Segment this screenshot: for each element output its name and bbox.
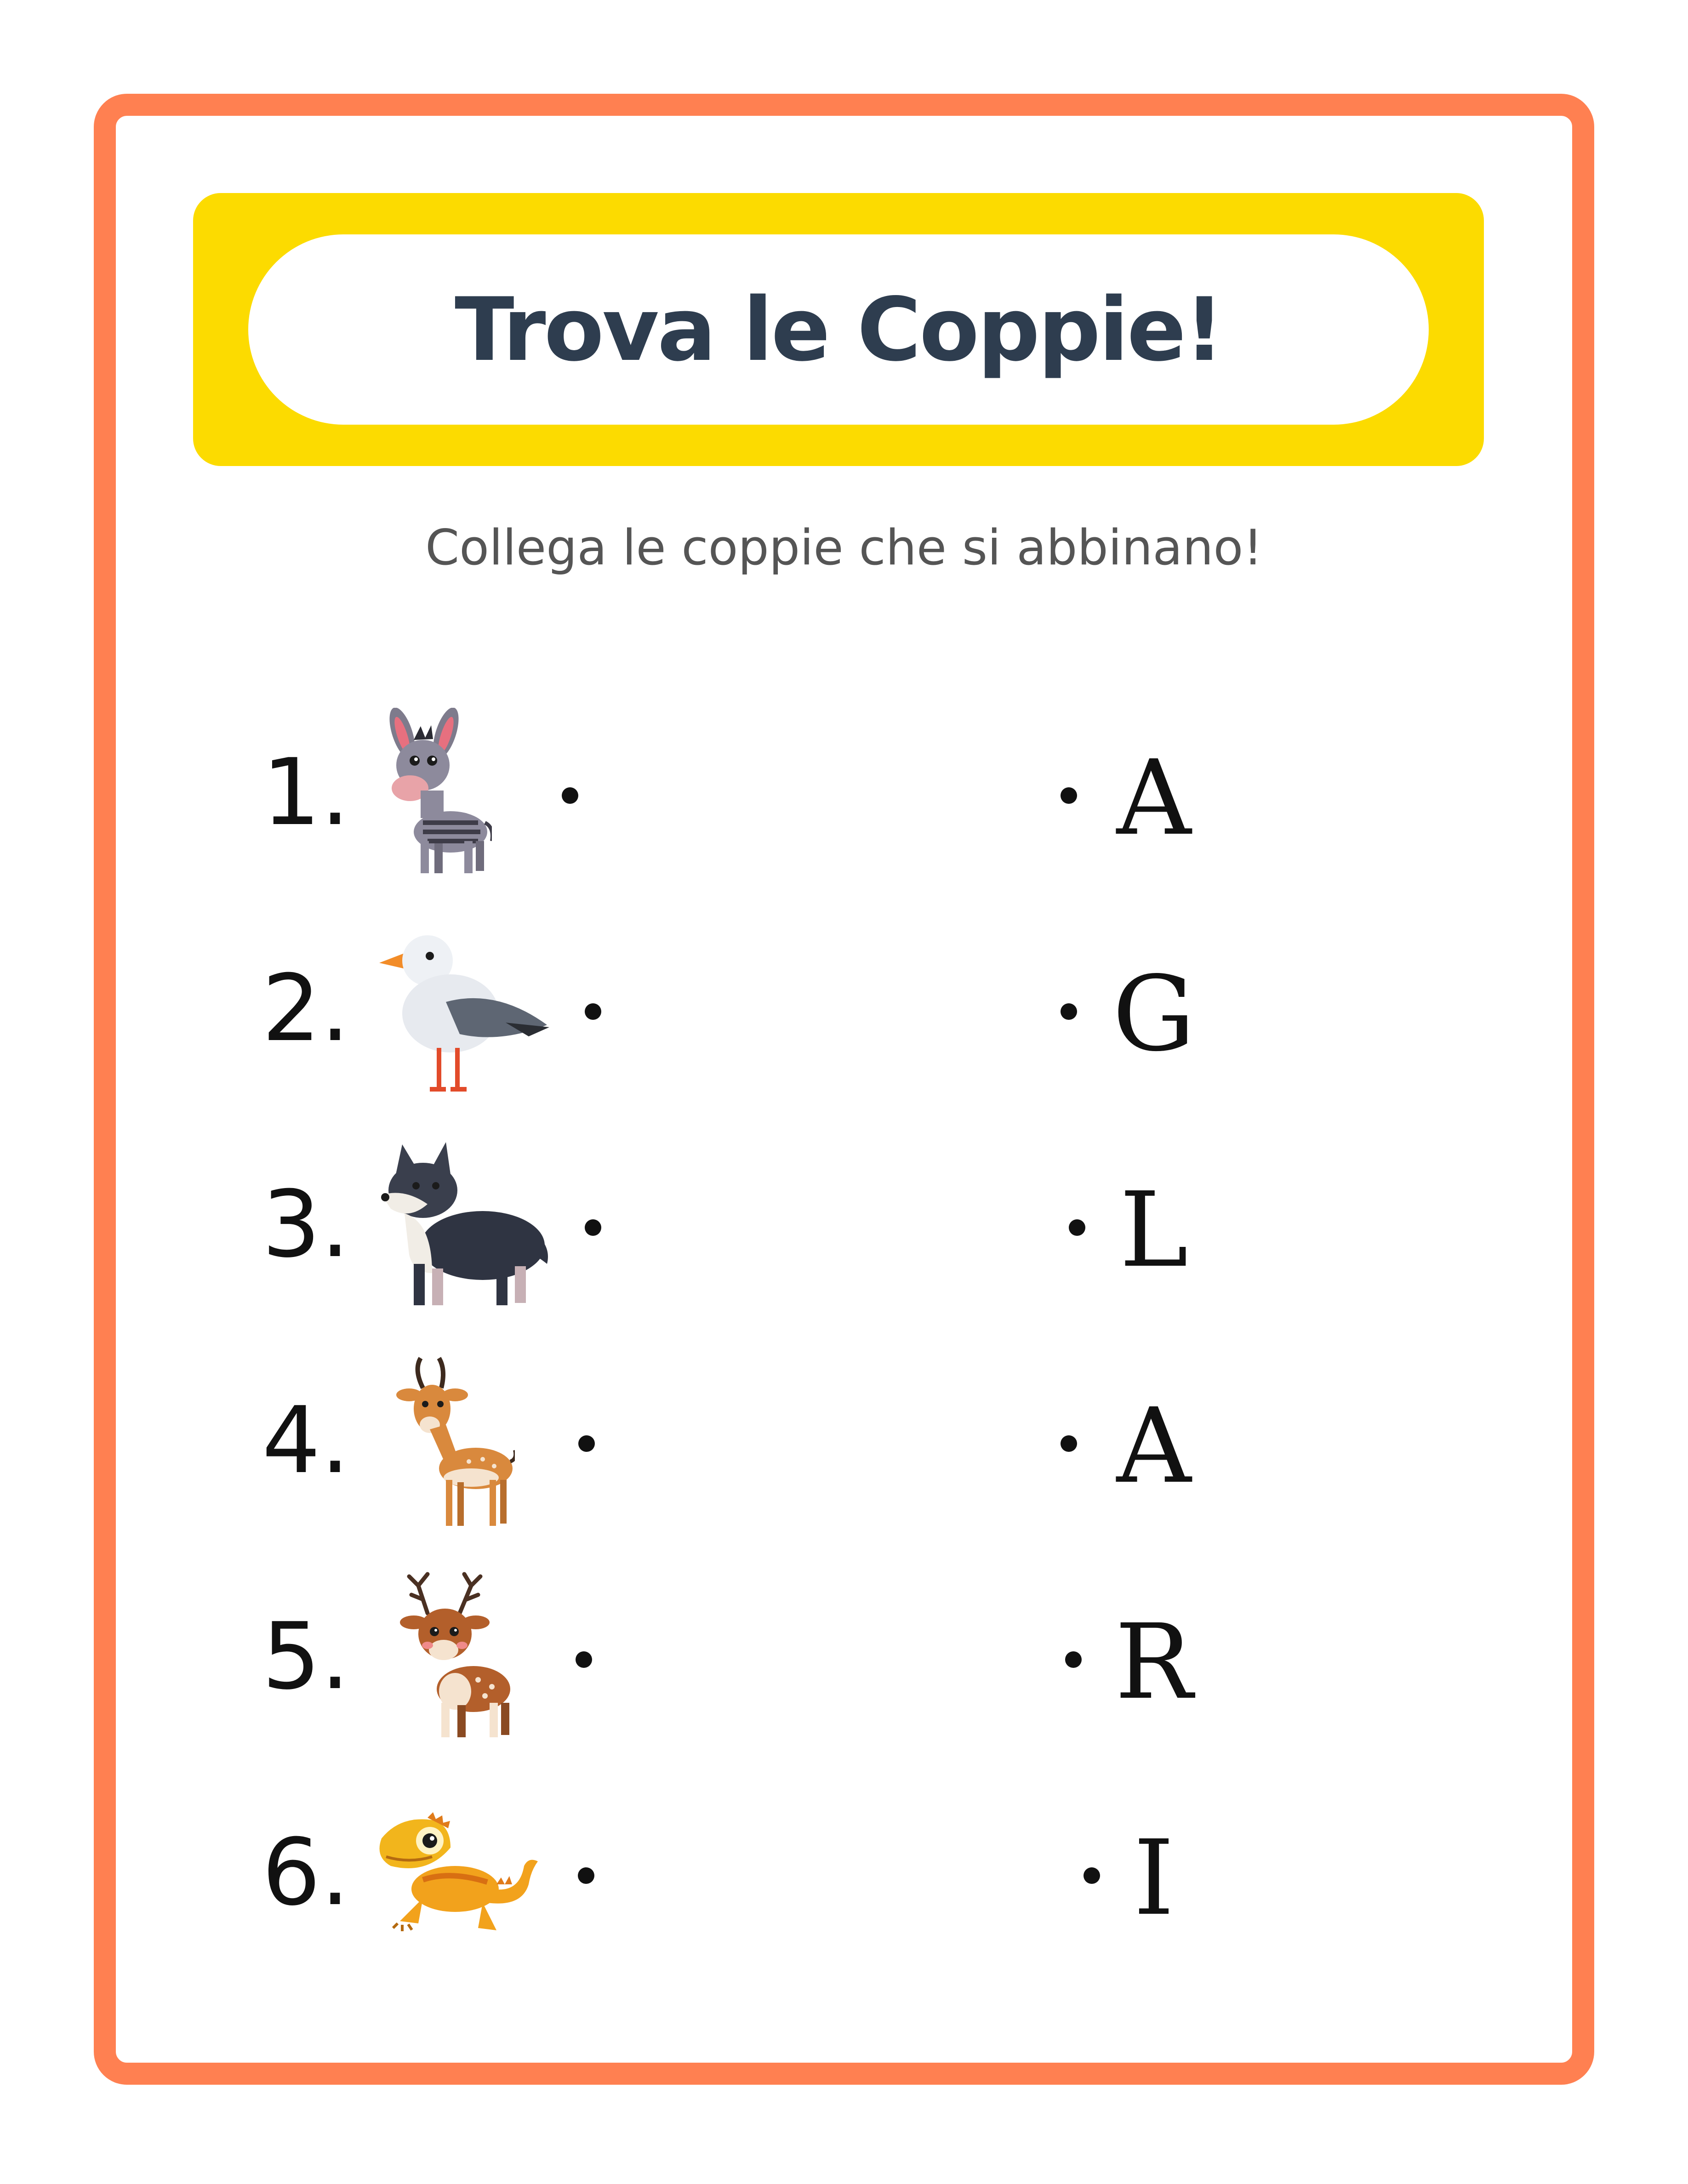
item-number-2: 2.: [262, 955, 350, 1062]
instructions: Collega le coppie che si abbinano!: [425, 519, 1263, 576]
letter-6: I: [1133, 1818, 1175, 1939]
letter-dot-2[interactable]: [1061, 1003, 1077, 1020]
item-dot-4[interactable]: [578, 1435, 595, 1452]
letter-dot-6[interactable]: [1084, 1867, 1100, 1884]
item-number-3: 3.: [262, 1171, 350, 1278]
letter-dot-1[interactable]: [1061, 787, 1077, 804]
item-number-5: 5.: [262, 1603, 350, 1710]
letter-3: L: [1119, 1170, 1188, 1291]
seagull-icon: [377, 924, 552, 1098]
gazelle-icon: [395, 1356, 515, 1530]
item-dot-6[interactable]: [578, 1867, 594, 1884]
letter-2: G: [1112, 954, 1195, 1075]
letter-4: A: [1116, 1386, 1192, 1507]
letter-dot-3[interactable]: [1069, 1219, 1085, 1236]
letter-5: R: [1115, 1602, 1193, 1723]
page-title: Trova le Coppie!: [455, 279, 1222, 381]
item-dot-5[interactable]: [576, 1651, 592, 1668]
item-number-6: 6.: [262, 1819, 350, 1926]
letter-dot-5[interactable]: [1065, 1651, 1082, 1668]
item-dot-1[interactable]: [562, 787, 578, 804]
lizard-icon: [372, 1811, 542, 1939]
item-number-4: 4.: [262, 1387, 350, 1494]
item-dot-2[interactable]: [585, 1003, 601, 1020]
letter-1: A: [1116, 738, 1192, 859]
letter-dot-4[interactable]: [1061, 1435, 1077, 1452]
donkey-icon: [377, 708, 492, 878]
item-number-1: 1.: [262, 739, 350, 846]
item-dot-3[interactable]: [585, 1219, 601, 1236]
deer-icon: [395, 1572, 515, 1742]
title-pill: [248, 234, 1429, 425]
wolf-icon: [377, 1140, 552, 1310]
